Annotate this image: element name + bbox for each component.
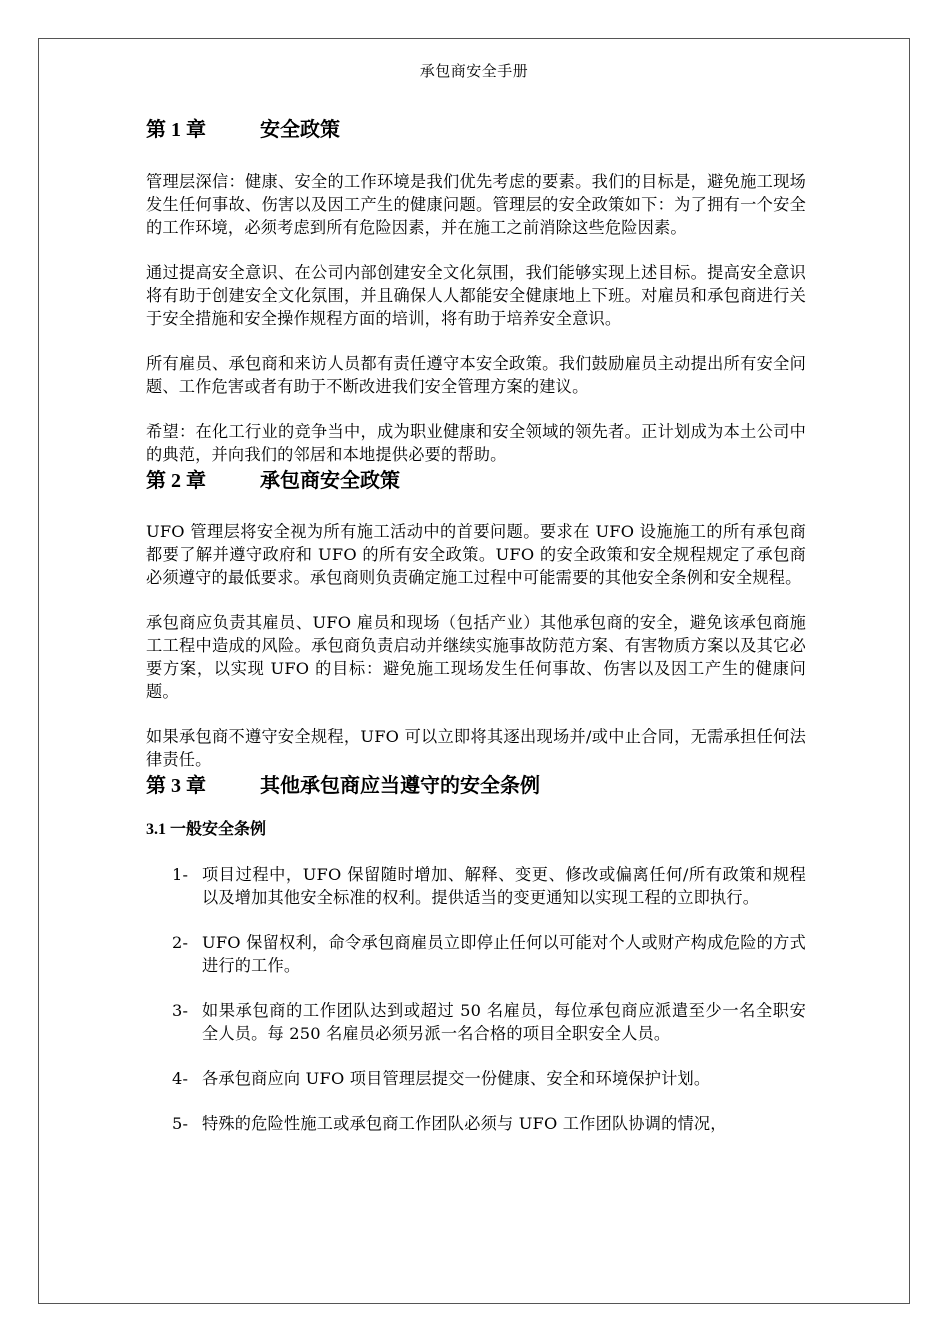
paragraph: UFO 管理层将安全视为所有施工活动中的首要问题。要求在 UFO 设施施工的所有承包商都要了解并遵守政府和 UFO 的所有安全政策。UFO 的安全政策和安全规程规定了承包商必须遵守的最低要求。承包商则负责确定施工过程中可能需要的其他安全条例和安全规程。 <box>146 522 806 587</box>
list-item <box>146 1067 806 1090</box>
paragraph: 希望：在化工行业的竞争当中，成为职业健康和安全领域的领先者。正计划成为本土公司中的典范，并向我们的邻居和本地提供必要的帮助。 <box>146 422 806 464</box>
list-item <box>146 999 806 1045</box>
list-item-text: 特殊的危险性施工或承包商工作团队必须与 UFO 工作团队协调的情况， <box>202 1114 727 1133</box>
chapter-2-heading <box>146 466 806 496</box>
paragraph: 所有雇员、承包商和来访人员都有责任遵守本安全政策。我们鼓励雇员主动提出所有安全问题、工作危害或者有助于不断改进我们安全管理方案的建议。 <box>146 354 806 396</box>
chapter-title: 承包商安全政策 <box>260 470 400 492</box>
chapter-title: 安全政策 <box>260 119 340 141</box>
list-item <box>146 1112 806 1135</box>
paragraph: 通过提高安全意识、在公司内部创建安全文化氛围，我们能够实现上述目标。提高安全意识将有助于创建安全文化氛围，并且确保人人都能安全健康地上下班。对雇员和承包商进行关于安全措施和安全操作规程方面的培训，将有助于培养安全意识。 <box>146 263 806 328</box>
document-body <box>146 115 806 1135</box>
chapter-number: 第 1 章 <box>146 119 206 141</box>
list-item-text: 各承包商应向 UFO 项目管理层提交一份健康、安全和环境保护计划。 <box>202 1069 711 1088</box>
list-marker: 5- <box>172 1114 189 1133</box>
chapter-title: 其他承包商应当遵守的安全条例 <box>260 775 540 797</box>
list-item-text: 项目过程中，UFO 保留随时增加、解释、变更、修改或偏离任何/所有政策和规程以及增加其他安全标准的权利。提供适当的变更通知以实现工程的立即执行。 <box>202 865 806 907</box>
list-marker: 3- <box>172 1001 189 1020</box>
paragraph: 管理层深信：健康、安全的工作环境是我们优先考虑的要素。我们的目标是，避免施工现场发生任何事故、伤害以及因工产生的健康问题。管理层的安全政策如下：为了拥有一个安全的工作环境，必须考虑到所有危险因素，并在施工之前消除这些危险因素。 <box>146 172 806 237</box>
chapter-number: 第 2 章 <box>146 470 206 492</box>
paragraph: 如果承包商不遵守安全规程，UFO 可以立即将其逐出现场并/或中止合同，无需承担任何法律责任。 <box>146 727 806 769</box>
list-item-text: UFO 保留权利，命令承包商雇员立即停止任何以可能对个人或财产构成危险的方式进行的工作。 <box>202 933 806 975</box>
chapter-number: 第 3 章 <box>146 775 206 797</box>
list-marker: 1- <box>172 865 189 884</box>
list-marker: 2- <box>172 933 189 952</box>
chapter-1-heading <box>146 115 806 145</box>
list-marker: 4- <box>172 1069 189 1088</box>
list-item <box>146 863 806 909</box>
page-header: 承包商安全手册 <box>419 62 529 80</box>
list-item <box>146 931 806 977</box>
section-heading: 3.1 一般安全条例 <box>146 821 267 838</box>
list-item-text: 如果承包商的工作团队达到或超过 50 名雇员，每位承包商应派遣至少一名全职安全人员。每 250 名雇员必须另派一名合格的项目全职安全人员。 <box>202 1001 806 1043</box>
chapter-3-heading <box>146 771 806 801</box>
paragraph: 承包商应负责其雇员、UFO 雇员和现场（包括产业）其他承包商的安全，避免该承包商施工工程中造成的风险。承包商负责启动并继续实施事故防范方案、有害物质方案以及其它必要方案，以实现 UFO 的目标：避免施工现场发生任何事故、伤害以及因工产生的健康问题。 <box>146 613 806 701</box>
